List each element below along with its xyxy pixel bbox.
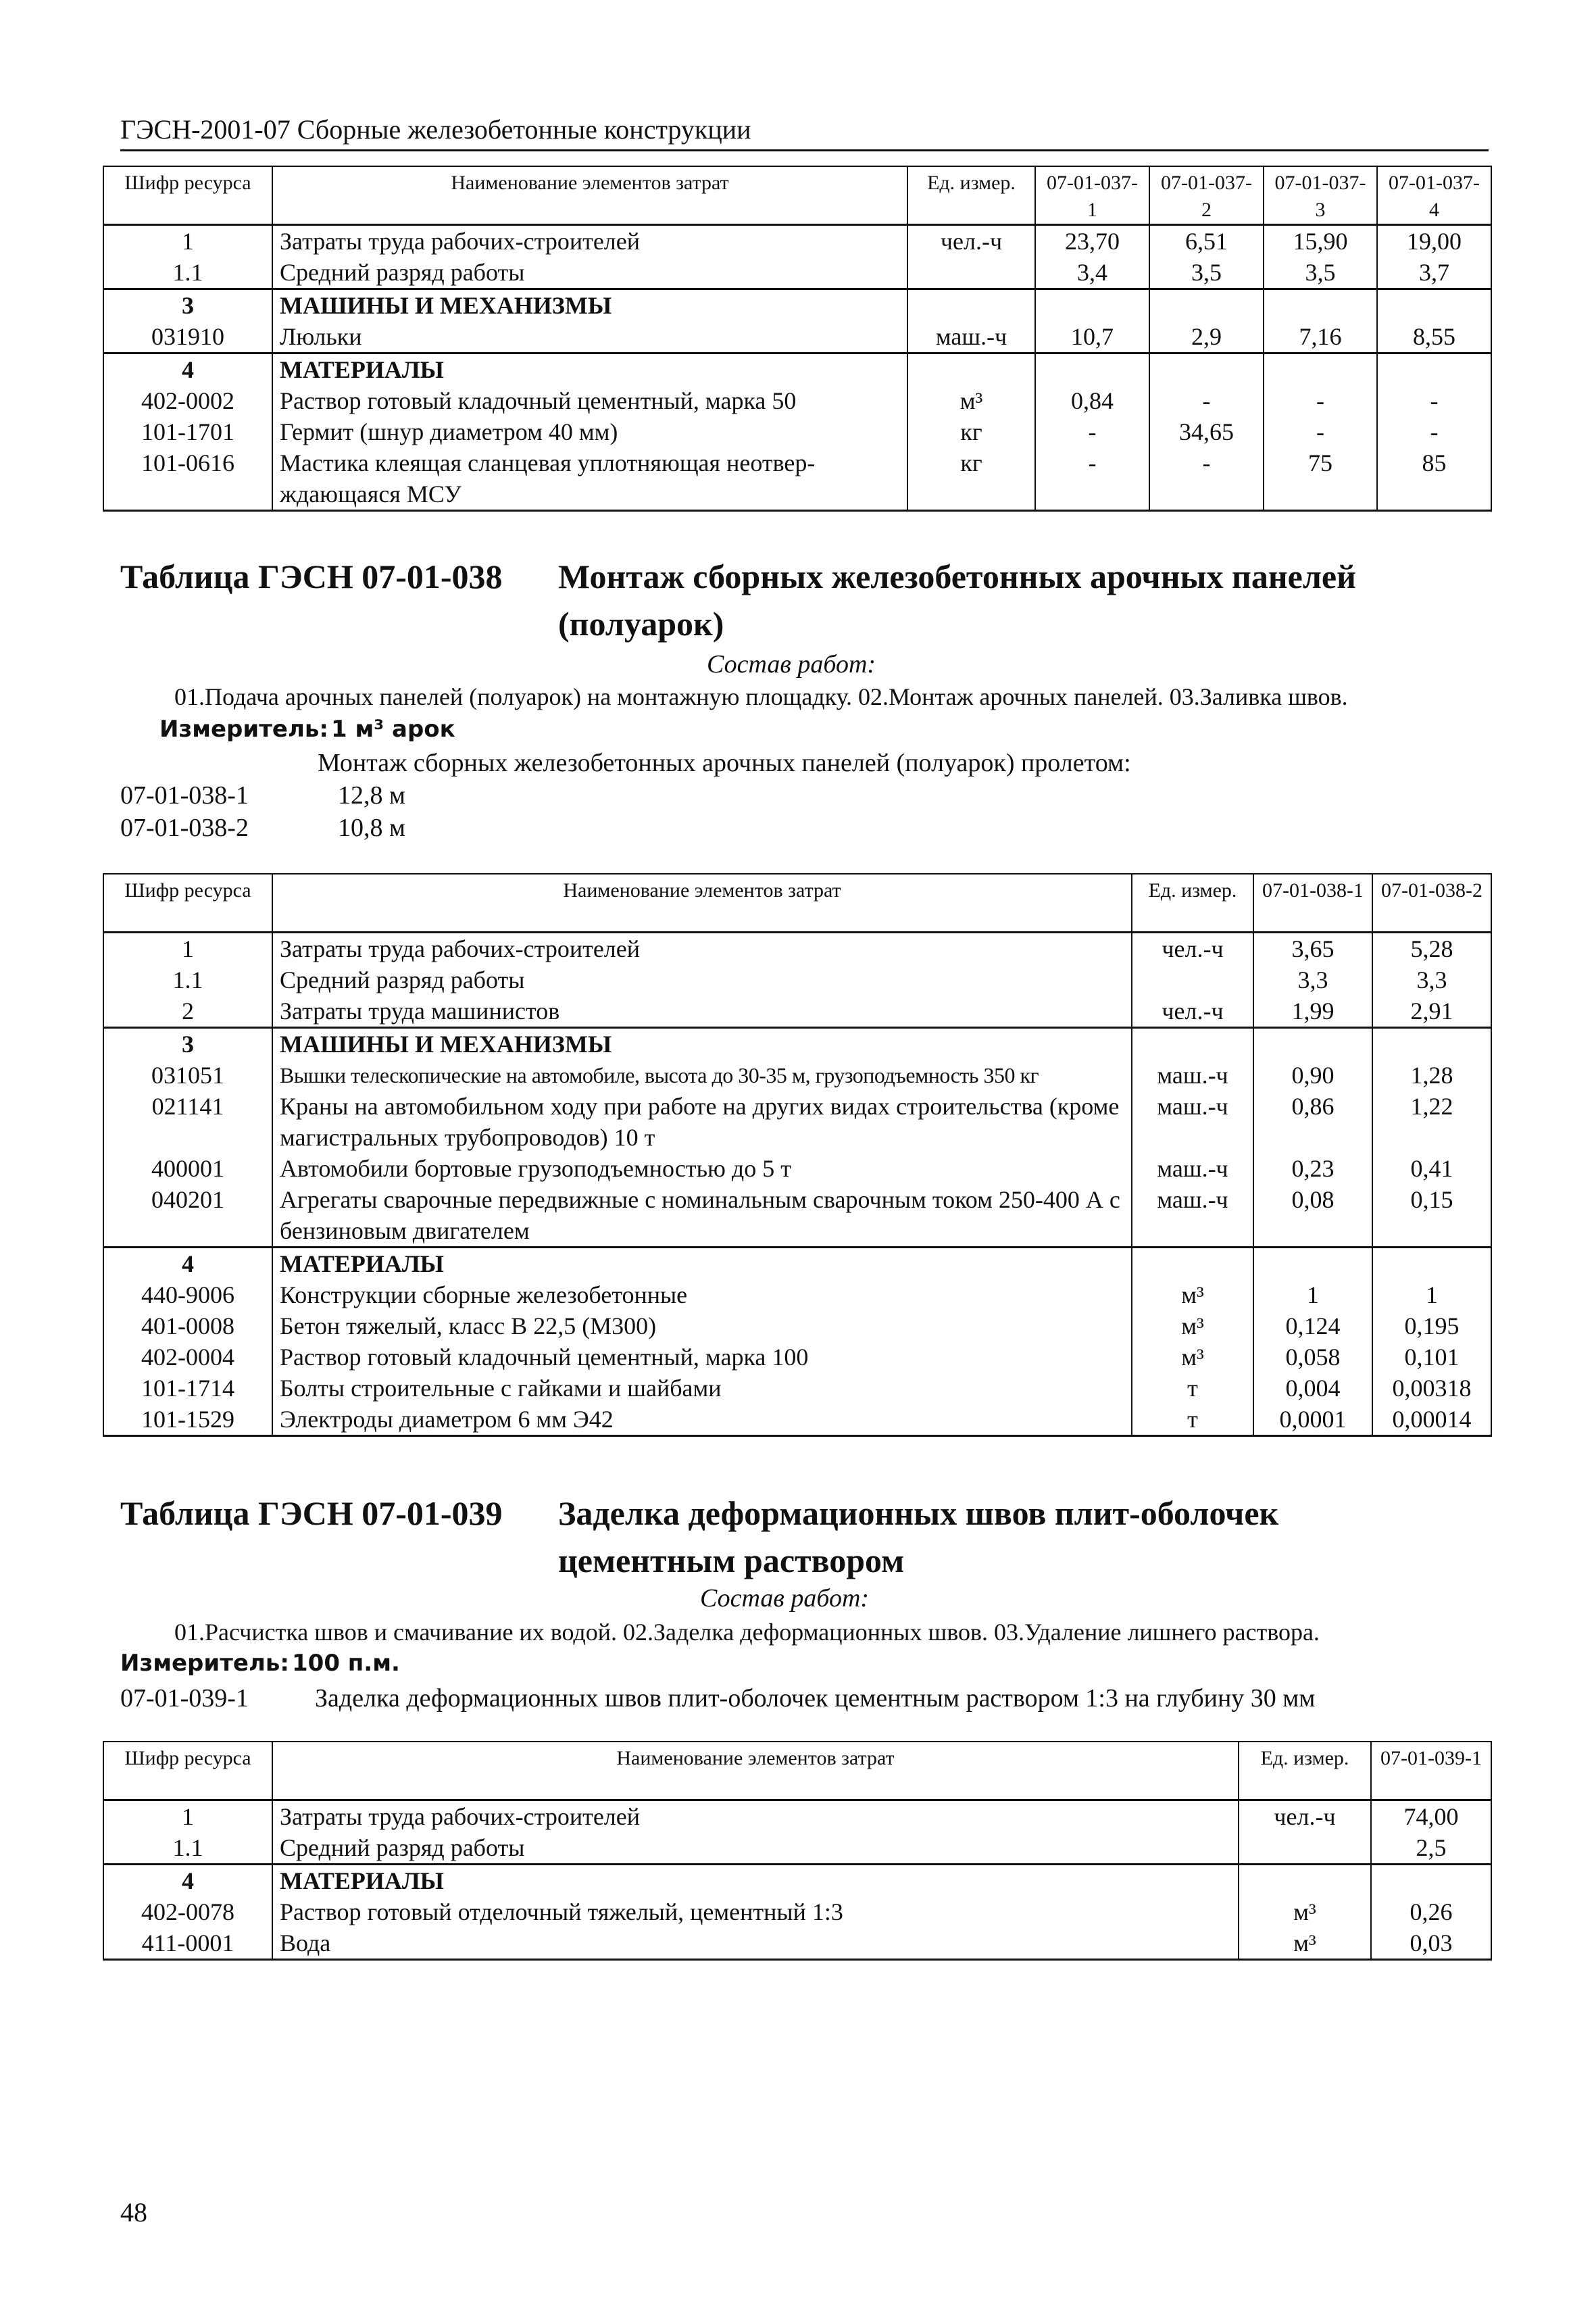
cell-value: 3,7: [1377, 257, 1491, 289]
cell-value: [1253, 1248, 1372, 1280]
cell-name: Средний разряд работы: [272, 964, 1132, 995]
cell-unit: [1239, 1865, 1371, 1897]
cell-value: 2,9: [1149, 321, 1264, 353]
cell-code: 1.1: [103, 257, 272, 289]
cell-code: 402-0002: [103, 385, 272, 416]
cell-value: 3,5: [1264, 257, 1377, 289]
cell-value: 0,90: [1253, 1060, 1372, 1091]
cell-code: 4: [103, 1248, 272, 1280]
table-row: [103, 1091, 1491, 1153]
cell-value: 0,058: [1253, 1341, 1372, 1373]
table-row: [103, 1279, 1491, 1310]
measure-value: 100 п.м.: [292, 1650, 400, 1677]
cell-name: Автомобили бортовые грузоподъемностью до 5 т: [272, 1153, 1132, 1184]
cell-unit: маш.-ч: [1132, 1091, 1253, 1153]
table-row: [103, 1896, 1491, 1927]
table-row: [103, 1404, 1491, 1436]
cell-name: Краны на автомобильном ходу при работе на других видах строительства (кроме магистральных трубопроводов) 10 т: [272, 1091, 1132, 1153]
table-row: [103, 964, 1491, 995]
cell-code: 400001: [103, 1153, 272, 1184]
cell-code: 440-9006: [103, 1279, 272, 1310]
table-row: [103, 933, 1491, 965]
table-row: [103, 1028, 1491, 1060]
cell-code: 411-0001: [103, 1927, 272, 1960]
cell-unit: маш.-ч: [907, 321, 1035, 353]
cell-name: Раствор готовый кладочный цементный, марка 50: [272, 385, 907, 416]
table-title: Монтаж сборных железобетонных арочных панелей (полуарок): [558, 558, 1356, 643]
cell-code: 1: [103, 933, 272, 965]
cell-code: 021141: [103, 1091, 272, 1153]
cell-unit: чел.-ч: [1132, 995, 1253, 1028]
col-header-norm: 07-01-037-4: [1377, 166, 1491, 225]
cell-code: 031051: [103, 1060, 272, 1091]
table-row: [103, 257, 1491, 289]
cell-unit: маш.-ч: [1132, 1060, 1253, 1091]
cell-value: 3,65: [1253, 933, 1372, 965]
cell-value: 7,16: [1264, 321, 1377, 353]
cell-value: [1149, 353, 1264, 386]
col-header-code: Шифр ресурса: [103, 874, 272, 933]
cell-value: 0,195: [1372, 1310, 1491, 1341]
cell-value: [1372, 1028, 1491, 1060]
cell-value: 0,00014: [1372, 1404, 1491, 1436]
cell-name: Гермит (шнур диаметром 40 мм): [272, 416, 907, 447]
cell-name: Электроды диаметром 6 мм Э42: [272, 1404, 1132, 1436]
cell-name: Затраты труда рабочих-строителей: [272, 225, 907, 257]
item-text: Заделка деформационных швов плит-оболочек цементным раствором 1:3 на глубину 30 мм: [315, 1684, 1316, 1713]
col-header-unit: Ед. измер.: [907, 166, 1035, 225]
table-row: [103, 1927, 1491, 1960]
cell-unit: маш.-ч: [1132, 1184, 1253, 1248]
cell-unit: чел.-ч: [907, 225, 1035, 257]
cell-unit: [1239, 1832, 1371, 1865]
cell-value: -: [1264, 385, 1377, 416]
cell-unit: м³: [1132, 1279, 1253, 1310]
measure-label: Измеритель:: [120, 1650, 289, 1677]
col-header-norm: 07-01-038-2: [1372, 874, 1491, 933]
table-row: [103, 1800, 1491, 1833]
cell-value: [1264, 353, 1377, 386]
cell-unit: т: [1132, 1373, 1253, 1404]
page-header: ГЭСН-2001-07 Сборные железобетонные конструкции: [120, 114, 1489, 151]
work-description: Монтаж сборных железобетонных арочных панелей (полуарок) пролетом:: [318, 749, 1131, 777]
cell-value: [1264, 289, 1377, 322]
table-row: [103, 1341, 1491, 1373]
item-code: 07-01-039-1: [120, 1684, 249, 1713]
table-row: [103, 1248, 1491, 1280]
page-number: 48: [120, 2197, 147, 2227]
cell-value: 0,124: [1253, 1310, 1372, 1341]
cell-value: [1035, 353, 1149, 386]
cell-value: 2,91: [1372, 995, 1491, 1028]
cell-value: 15,90: [1264, 225, 1377, 257]
cell-value: -: [1149, 385, 1264, 416]
measure-label: Измеритель:: [159, 716, 328, 743]
cell-name: Затраты труда рабочих-строителей: [272, 1800, 1239, 1833]
cell-value: 0,0001: [1253, 1404, 1372, 1436]
item-value: 10,8 м: [338, 814, 406, 842]
cell-value: 1: [1372, 1279, 1491, 1310]
cell-code: 101-1701: [103, 416, 272, 447]
cell-value: 0,84: [1035, 385, 1149, 416]
cell-code: 1: [103, 1800, 272, 1833]
cell-value: 23,70: [1035, 225, 1149, 257]
cell-unit: м³: [1239, 1896, 1371, 1927]
section-heading: МАШИНЫ И МЕХАНИЗМЫ: [272, 289, 907, 322]
table-row: [103, 995, 1491, 1028]
table-label: Таблица ГЭСН 07-01-039: [120, 1494, 503, 1532]
col-header-norm: 07-01-037-3: [1264, 166, 1377, 225]
table-row: [103, 1153, 1491, 1184]
cell-value: -: [1035, 416, 1149, 447]
cell-value: 3,3: [1253, 964, 1372, 995]
col-header-norm: 07-01-039-1: [1371, 1742, 1491, 1800]
cell-code: 2: [103, 995, 272, 1028]
col-header-norm: 07-01-037-1: [1035, 166, 1149, 225]
cell-value: [1377, 353, 1491, 386]
works-list: 01.Расчистка швов и смачивание их водой. 02.Заделка деформационных швов. 03.Удаление лишнего раствора.: [174, 1619, 1320, 1646]
cell-unit: маш.-ч: [1132, 1153, 1253, 1184]
table-row: [103, 416, 1491, 447]
section-heading: МАТЕРИАЛЫ: [272, 353, 907, 386]
cell-value: 0,15: [1372, 1184, 1491, 1248]
cell-value: 74,00: [1371, 1800, 1491, 1833]
cell-value: 3,5: [1149, 257, 1264, 289]
cell-unit: кг: [907, 416, 1035, 447]
cell-name: Люльки: [272, 321, 907, 353]
cell-value: 0,26: [1371, 1896, 1491, 1927]
cell-value: 1: [1253, 1279, 1372, 1310]
cell-value: 3,3: [1372, 964, 1491, 995]
col-header-name: Наименование элементов затрат: [272, 166, 907, 225]
measure-line: [159, 714, 455, 745]
cell-name: Раствор готовый кладочный цементный, марка 100: [272, 1341, 1132, 1373]
cell-value: 0,00318: [1372, 1373, 1491, 1404]
table-row: [103, 289, 1491, 322]
section-heading: МАШИНЫ И МЕХАНИЗМЫ: [272, 1028, 1132, 1060]
table-row: [103, 1310, 1491, 1341]
cell-code: 101-0616: [103, 447, 272, 511]
cell-value: 0,86: [1253, 1091, 1372, 1153]
cell-value: -: [1035, 447, 1149, 511]
cell-name: Агрегаты сварочные передвижные с номинальным сварочным током 250-400 А с бензиновым двигателем: [272, 1184, 1132, 1248]
col-header-unit: Ед. измер.: [1132, 874, 1253, 933]
cell-value: 0,23: [1253, 1153, 1372, 1184]
cell-code: 040201: [103, 1184, 272, 1248]
cell-code: 3: [103, 1028, 272, 1060]
table-row: [103, 385, 1491, 416]
cell-value: 1,99: [1253, 995, 1372, 1028]
works-list: 01.Подача арочных панелей (полуарок) на монтажную площадку. 02.Монтаж арочных панелей. 03.Заливка швов.: [174, 683, 1348, 710]
col-header-norm: 07-01-037-2: [1149, 166, 1264, 225]
cell-code: 4: [103, 353, 272, 386]
table-row: [103, 1184, 1491, 1248]
cell-code: 101-1714: [103, 1373, 272, 1404]
cell-value: 1,22: [1372, 1091, 1491, 1153]
item-value: 12,8 м: [338, 781, 406, 810]
cell-value: [1377, 289, 1491, 322]
cell-value: 0,004: [1253, 1373, 1372, 1404]
resource-table-037: [103, 166, 1492, 512]
table-row: [103, 1832, 1491, 1865]
col-header-unit: Ед. измер.: [1239, 1742, 1371, 1800]
works-heading: Состав работ:: [707, 650, 876, 679]
table-row: [103, 447, 1491, 511]
item-code: 07-01-038-1: [120, 781, 249, 810]
cell-unit: т: [1132, 1404, 1253, 1436]
cell-name: Раствор готовый отделочный тяжелый, цементный 1:3: [272, 1896, 1239, 1927]
cell-name: Конструкции сборные железобетонные: [272, 1279, 1132, 1310]
cell-code: 402-0078: [103, 1896, 272, 1927]
cell-value: 0,101: [1372, 1341, 1491, 1373]
col-header-code: Шифр ресурса: [103, 1742, 272, 1800]
cell-unit: [1132, 1248, 1253, 1280]
cell-unit: кг: [907, 447, 1035, 511]
cell-value: [1253, 1028, 1372, 1060]
cell-code: 3: [103, 289, 272, 322]
cell-value: 2,5: [1371, 1832, 1491, 1865]
cell-unit: м³: [1132, 1341, 1253, 1373]
cell-value: 0,03: [1371, 1927, 1491, 1960]
cell-value: [1371, 1865, 1491, 1897]
resource-table-039: [103, 1741, 1492, 1961]
table-label: Таблица ГЭСН 07-01-038: [120, 558, 503, 595]
cell-value: 5,28: [1372, 933, 1491, 965]
cell-code: 101-1529: [103, 1404, 272, 1436]
cell-value: 34,65: [1149, 416, 1264, 447]
cell-value: 1,28: [1372, 1060, 1491, 1091]
col-header-name: Наименование элементов затрат: [272, 1742, 1239, 1800]
cell-unit: м³: [1132, 1310, 1253, 1341]
cell-value: -: [1149, 447, 1264, 511]
cell-name: Болты строительные с гайками и шайбами: [272, 1373, 1132, 1404]
table-row: [103, 353, 1491, 386]
cell-name: Бетон тяжелый, класс В 22,5 (М300): [272, 1310, 1132, 1341]
table-row: [103, 1373, 1491, 1404]
cell-name: Средний разряд работы: [272, 1832, 1239, 1865]
cell-code: 1: [103, 225, 272, 257]
section-heading: МАТЕРИАЛЫ: [272, 1248, 1132, 1280]
measure-value: 1 м³ арок: [331, 716, 455, 743]
table-title: Заделка деформационных швов плит-оболочек цементным раствором: [558, 1494, 1279, 1579]
cell-code: 402-0004: [103, 1341, 272, 1373]
cell-value: -: [1377, 416, 1491, 447]
cell-value: 0,08: [1253, 1184, 1372, 1248]
table-row: [103, 321, 1491, 353]
col-header-name: Наименование элементов затрат: [272, 874, 1132, 933]
cell-value: 75: [1264, 447, 1377, 511]
col-header-norm: 07-01-038-1: [1253, 874, 1372, 933]
cell-value: -: [1377, 385, 1491, 416]
cell-unit: [1132, 964, 1253, 995]
cell-name: Затраты труда рабочих-строителей: [272, 933, 1132, 965]
section-heading: МАТЕРИАЛЫ: [272, 1865, 1239, 1897]
cell-code: 031910: [103, 321, 272, 353]
cell-value: 19,00: [1377, 225, 1491, 257]
cell-code: 1.1: [103, 964, 272, 995]
cell-unit: м³: [907, 385, 1035, 416]
table-row: [103, 225, 1491, 257]
cell-unit: [907, 353, 1035, 386]
cell-unit: м³: [1239, 1927, 1371, 1960]
cell-name: Вышки телескопические на автомобиле, высота до 30-35 м, грузоподъемность 350 кг: [272, 1060, 1132, 1091]
cell-name: Затраты труда машинистов: [272, 995, 1132, 1028]
cell-value: 8,55: [1377, 321, 1491, 353]
cell-code: 4: [103, 1865, 272, 1897]
table-row: [103, 1865, 1491, 1897]
cell-name: Средний разряд работы: [272, 257, 907, 289]
cell-name: Мастика клеящая сланцевая уплотняющая неотвер-ждающаяся МСУ: [272, 447, 907, 511]
cell-value: 10,7: [1035, 321, 1149, 353]
cell-unit: [907, 289, 1035, 322]
cell-code: 401-0008: [103, 1310, 272, 1341]
cell-value: [1372, 1248, 1491, 1280]
table-row: [103, 1060, 1491, 1091]
cell-value: -: [1264, 416, 1377, 447]
measure-line: [120, 1648, 400, 1679]
works-heading: Состав работ:: [700, 1584, 870, 1613]
cell-value: 6,51: [1149, 225, 1264, 257]
cell-code: 1.1: [103, 1832, 272, 1865]
cell-value: 3,4: [1035, 257, 1149, 289]
cell-unit: чел.-ч: [1239, 1800, 1371, 1833]
col-header-code: Шифр ресурса: [103, 166, 272, 225]
cell-value: 85: [1377, 447, 1491, 511]
cell-unit: [1132, 1028, 1253, 1060]
cell-value: [1035, 289, 1149, 322]
item-code: 07-01-038-2: [120, 814, 249, 842]
cell-value: 0,41: [1372, 1153, 1491, 1184]
cell-unit: [907, 257, 1035, 289]
cell-unit: чел.-ч: [1132, 933, 1253, 965]
resource-table-038: [103, 873, 1492, 1437]
cell-value: [1149, 289, 1264, 322]
cell-name: Вода: [272, 1927, 1239, 1960]
